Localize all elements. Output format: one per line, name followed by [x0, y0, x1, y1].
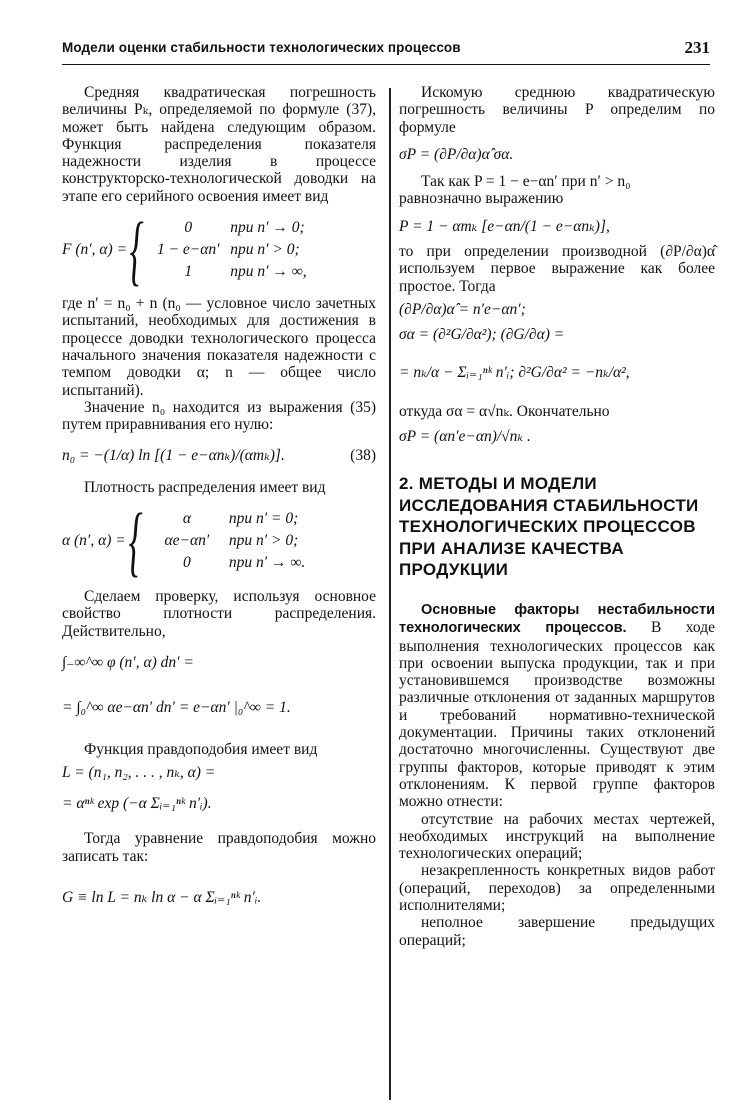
paragraph: где n′ = n₀ + n (n₀ — условное число зачетных испытаний, необходимых для достижения в процессе доводки технологического процесса начального значения показателя надежности с темпом доводки α; n — общее число испытаний). — [62, 295, 376, 399]
formula-G: G ≡ ln L = nₖ ln α − α Σᵢ₌₁ⁿᵏ n′ᵢ. — [62, 889, 262, 907]
section-title: 2. МЕТОДЫ И МОДЕЛИ ИССЛЕДОВАНИЯ СТАБИЛЬНОСТИ ТЕХНОЛОГИЧЕСКИХ ПРОЦЕССОВ ПРИ АНАЛИЗЕ КАЧЕСТВА ПРОДУКЦИИ — [399, 474, 699, 580]
cases-block — [146, 217, 306, 283]
paragraph: Средняя квадратическая погрешность величины Pₖ, определяемой по формуле (37), может быть найдена следующим образом. Функция распределения показателя надежности изделия в процессе конструкторско-технологической доводки на этапе его серийного освоения имеет вид — [62, 84, 376, 205]
running-header — [62, 38, 710, 65]
paragraph: Искомую среднюю квадратическую погрешность величины P определим по формуле — [399, 84, 715, 136]
cases-block — [145, 508, 305, 574]
brace-icon: { — [129, 206, 144, 294]
paragraph — [399, 601, 715, 811]
formula-deriv-1: (∂P/∂α)α̂ = n′e−αn′; — [399, 300, 526, 318]
paragraph-body: В ходе выполнения технологических процессов как при освоении выпуска продукции, так и при установившемся производстве возможны различные отклонения от заданных маршрутов и требований нормативно-технической документации. Причины таких отклонений достаточно многочисленны. Существуют две группы факторов, которые приводят к этим отклонениям. К первой группе факторов можно отнести: — [399, 619, 715, 811]
column-divider — [389, 88, 391, 1100]
paragraph: Функция правдоподобия имеет вид — [84, 740, 318, 758]
case-value: 1 — [184, 263, 193, 281]
formula-lhs: α (n′, α) = — [62, 532, 126, 550]
case-value: α — [182, 510, 191, 528]
formula-F — [62, 206, 376, 294]
right-column — [399, 84, 715, 949]
paragraph: равнозначно выражению — [399, 190, 564, 208]
left-column — [62, 84, 376, 906]
formula-deriv-4: откуда σα = α√nₖ. Окончательно — [399, 402, 610, 420]
case-cond: при n′ → 0; — [230, 219, 305, 237]
equation-number: (38) — [350, 447, 376, 465]
paragraph: Значение n₀ находится из выражения (35) путем приравнивания его нулю: — [62, 398, 376, 434]
formula-deriv-3: = nₖ/α − Σᵢ₌₁ⁿᵏ n′ᵢ; ∂²G/∂α² = −nₖ/α², — [399, 363, 630, 381]
formula-P: P = 1 − αmₖ [e−αn/(1 − e−αnₖ)], — [399, 217, 610, 235]
case-value: 0 — [183, 554, 191, 572]
case-value: αe−αn′ — [164, 532, 210, 550]
case-cond: при n′ → ∞, — [230, 263, 307, 281]
formula-lhs: F (n′, α) = — [62, 241, 128, 259]
running-title: Модели оценки стабильности технологических процессов — [62, 40, 461, 55]
case-cond: при n′ = 0; — [228, 510, 299, 528]
formula-38: n₀ = −(1/α) ln [(1 − e−αnₖ)/(αmₖ)]. (38) — [62, 447, 376, 465]
list-item: неполное завершение предыдущих операций; — [399, 914, 715, 949]
list-item: отсутствие на рабочих местах чертежей, необходимых инструкций на выполнение технологических операций; — [399, 810, 715, 863]
case-value: 0 — [184, 219, 193, 237]
case-value: 1 − e−αn′ — [156, 241, 220, 259]
formula-deriv-2: σα = (∂²G/∂α²); (∂G/∂α) = — [399, 326, 565, 344]
formula-integral-2: = ∫₀^∞ αe−αn′ dn′ = e−αn′ |₀^∞ = 1. — [62, 699, 291, 717]
paragraph: Сделаем проверку, используя основное свойство плотности распределения. Действительно, — [62, 588, 376, 640]
formula-density — [62, 497, 376, 585]
formula-L1: L = (n₁, n₂, . . . , nₖ, α) = — [62, 763, 216, 781]
paragraph: то при определении производной (∂P/∂α)α̂ используем первое выражение как более простое. Тогда — [399, 243, 715, 295]
paragraph: Тогда уравнение правдоподобия можно записать так: — [62, 830, 376, 865]
case-cond: при n′ → ∞. — [228, 554, 306, 572]
formula-deriv-5: σP = (αn′e−αn)/√nₖ . — [399, 428, 531, 446]
formula-integral-1: ∫₋∞^∞ φ (n′, α) dn′ = — [62, 653, 194, 671]
list-item: незакрепленность конкретных видов работ (операций, переходов) за определенными исполнителями; — [399, 862, 715, 914]
paragraph: Так как P = 1 − e−αn′ при n′ > n₀ — [421, 173, 631, 191]
paragraph-lead: Основные факторы нестабильности технологических процессов. — [399, 601, 715, 637]
page-number: 231 — [684, 38, 710, 57]
formula-sigmaP: σP = (∂P/∂α)α̂ σα. — [399, 145, 514, 163]
brace-icon: { — [128, 497, 143, 585]
paragraph: Плотность распределения имеет вид — [84, 478, 326, 496]
case-cond: при n′ > 0; — [230, 241, 300, 259]
case-cond: при n′ > 0; — [228, 532, 299, 550]
formula-L2: = αⁿᵏ exp (−α Σᵢ₌₁ⁿᵏ n′ᵢ). — [62, 795, 212, 813]
